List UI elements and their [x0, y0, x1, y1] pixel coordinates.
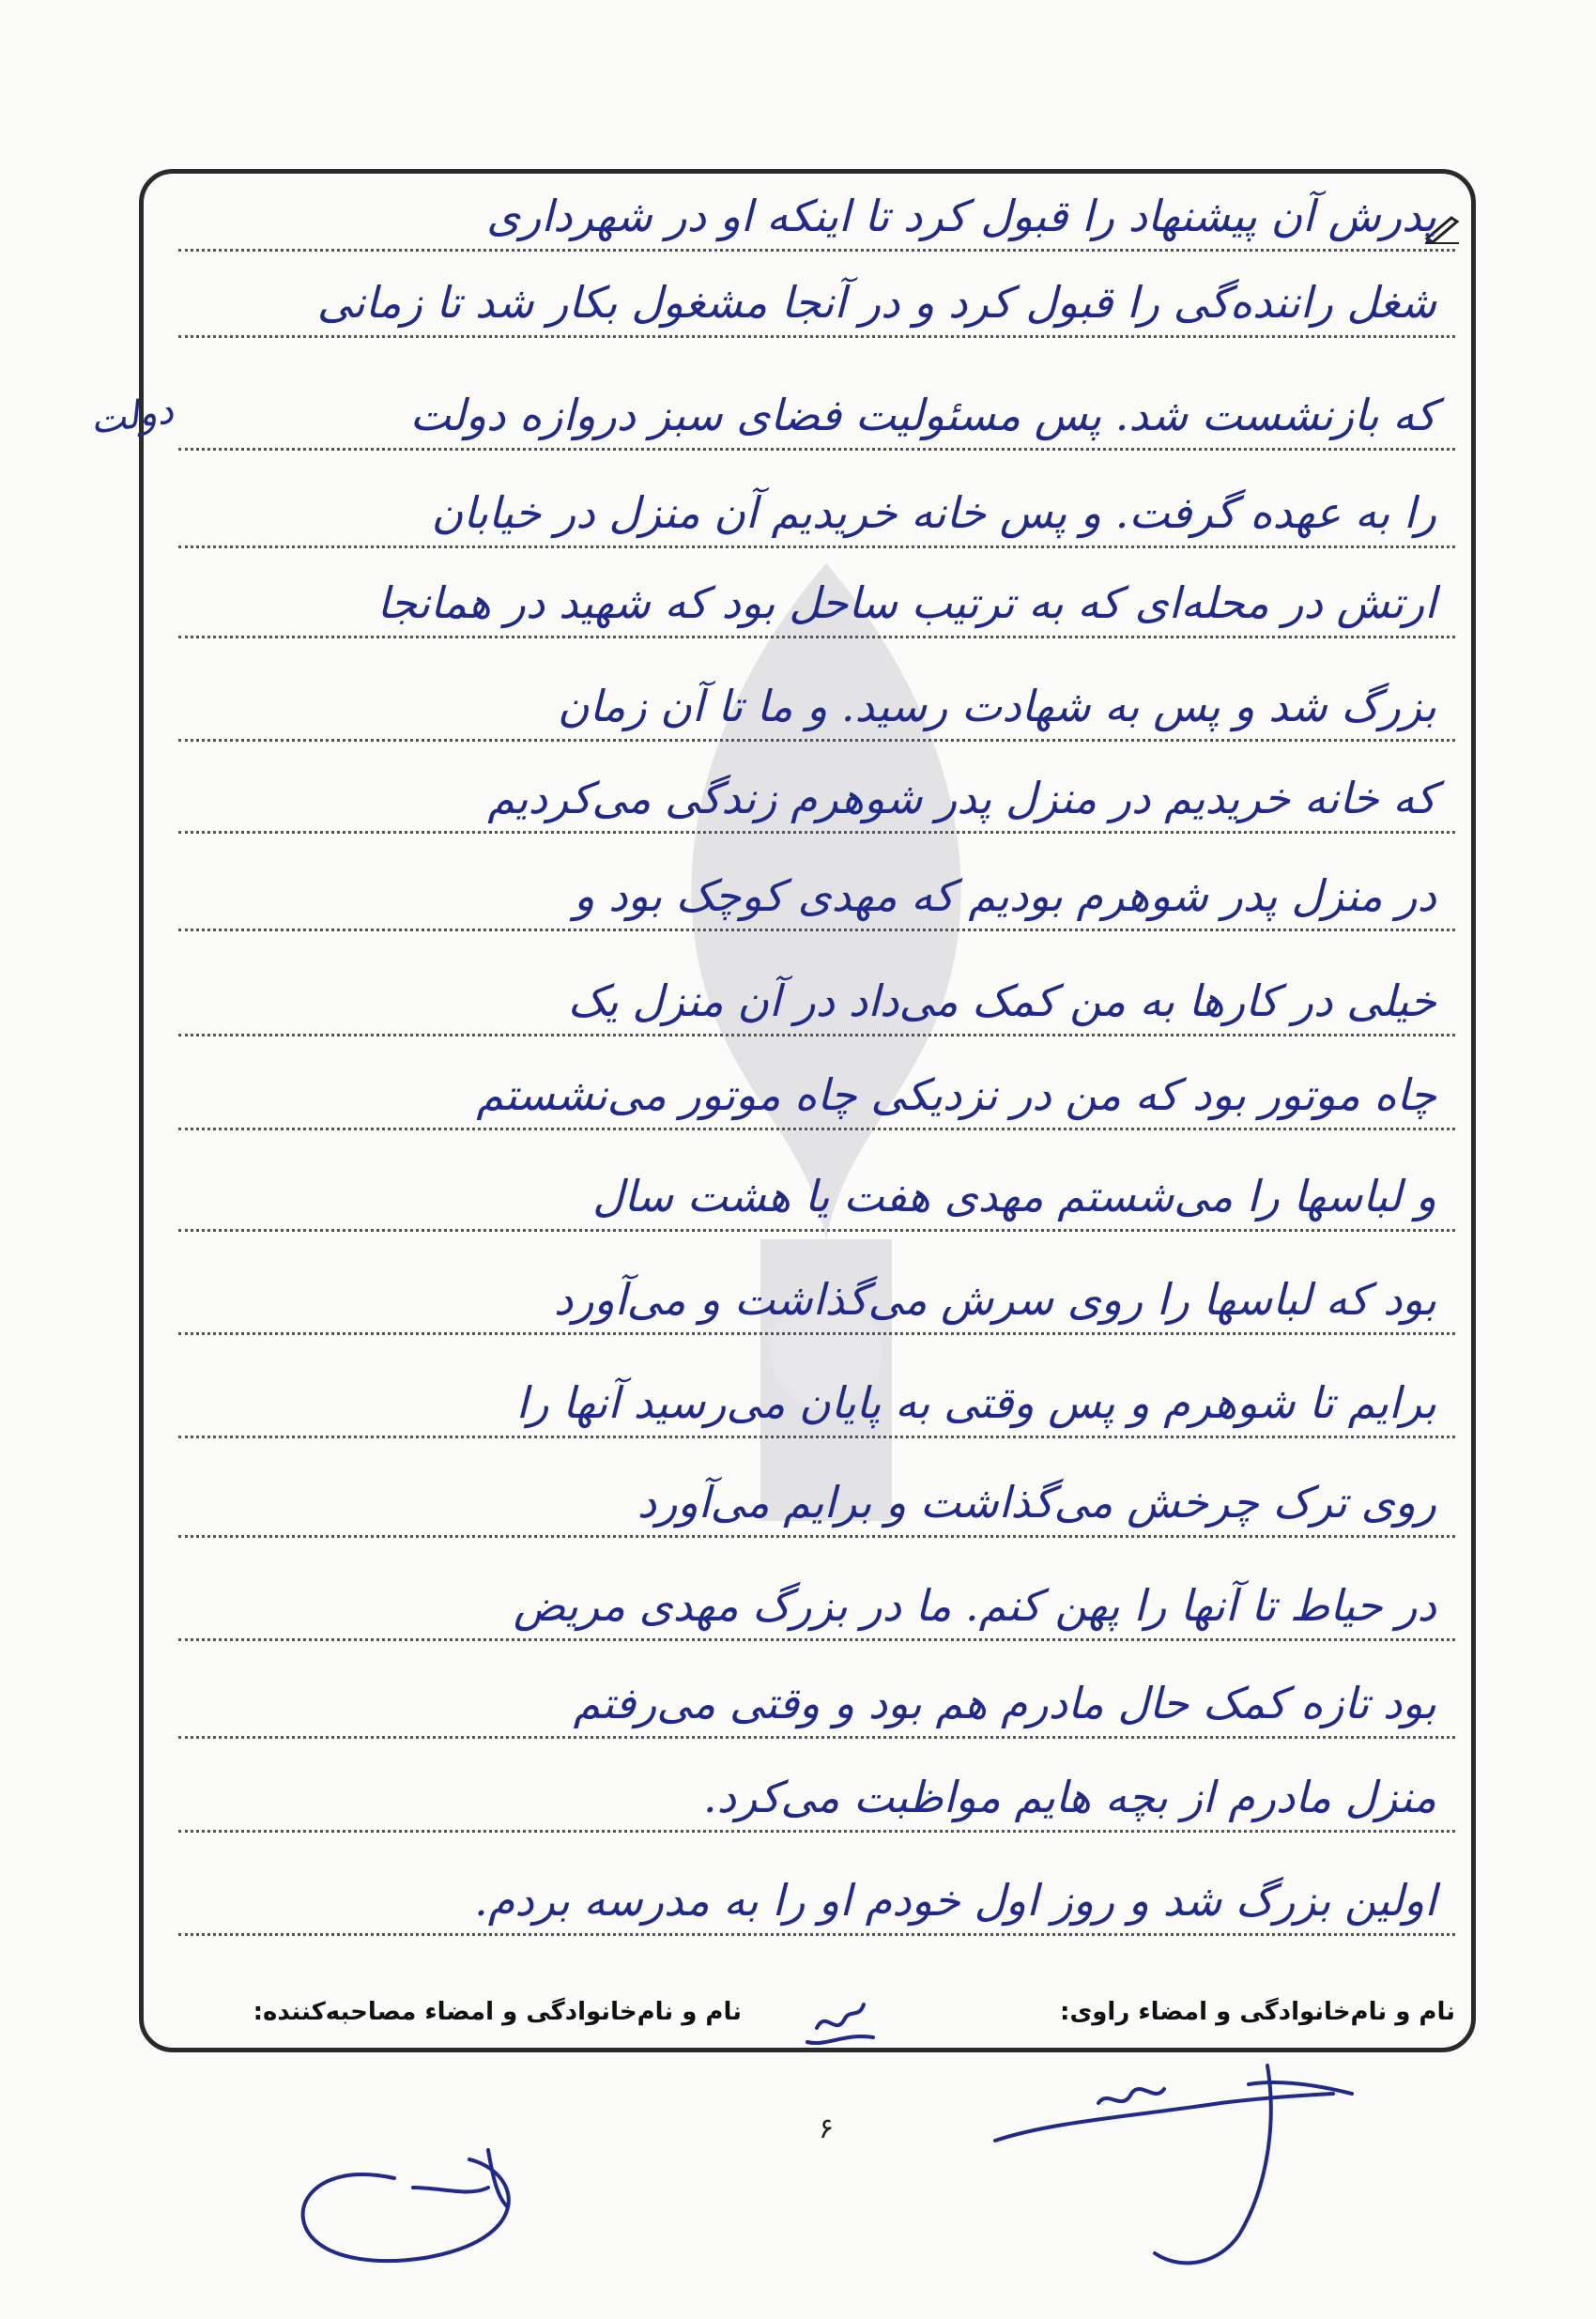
text-line: در منزل پدر شوهرم بودیم که مهدی کوچک بود و: [178, 864, 1455, 931]
text-line: چاه موتور بود که من در نزدیکی چاه موتور می‌نشستم: [178, 1063, 1455, 1130]
text-line: که خانه خریدیم در منزل پدر شوهرم زندگی می‌کردیم: [178, 766, 1455, 834]
text-line: ارتش در محله‌ای که به ترتیب ساحل بود که شهید در همانجا: [178, 571, 1455, 638]
page-number: ۶: [819, 2112, 835, 2145]
text-line: که بازنشست شد. پس مسئولیت فضای سبز دروازه دولت: [178, 383, 1455, 451]
text-line: شغل راننده‌گی را قبول کرد و در آنجا مشغول بکار شد تا زمانی: [178, 270, 1455, 338]
text-line: اولین بزرگ شد و روز اول خودم او را به مدرسه بردم.: [178, 1868, 1455, 1936]
text-line: بود که لباسها را روی سرش می‌گذاشت و می‌آورد: [178, 1267, 1455, 1335]
text-line: و لباسها را می‌شستم مهدی هفت یا هشت سال: [178, 1164, 1455, 1232]
text-line: برایم تا شوهرم و پس وقتی به پایان می‌رسید آنها را: [178, 1371, 1455, 1438]
narrator-signature-label: نام و نام‌خانوادگی و امضاء راوی:: [1060, 1998, 1455, 2026]
text-line: در حیاط تا آنها را پهن کنم. ما در بزرگ مهدی مریض: [178, 1574, 1455, 1641]
signature-footer: [160, 1990, 1455, 2037]
text-line: منزل مادرم از بچه هایم مواظبت می‌کرد.: [178, 1765, 1455, 1833]
interviewer-signature-label: نام و نام‌خانوادگی و امضاء مصاحبه‌کننده:: [253, 1998, 742, 2026]
text-line: بود تازه کمک حال مادرم هم بود و وقتی می‌رفتم: [178, 1671, 1455, 1739]
text-line: پدرش آن پیشنهاد را قبول کرد تا اینکه او در شهرداری: [178, 184, 1455, 252]
text-line: خیلی در کارها به من کمک می‌داد در آن منزل یک: [178, 969, 1455, 1037]
text-line: را به عهده گرفت. و پس خانه خریدیم آن منزل در خیابان: [178, 481, 1455, 548]
text-line: بزرگ شد و پس به شهادت رسید. و ما تا آن زمان: [178, 674, 1455, 742]
text-line: روی ترک چرخش می‌گذاشت و برایم می‌آورد: [178, 1470, 1455, 1538]
margin-note: دولت: [87, 389, 176, 443]
